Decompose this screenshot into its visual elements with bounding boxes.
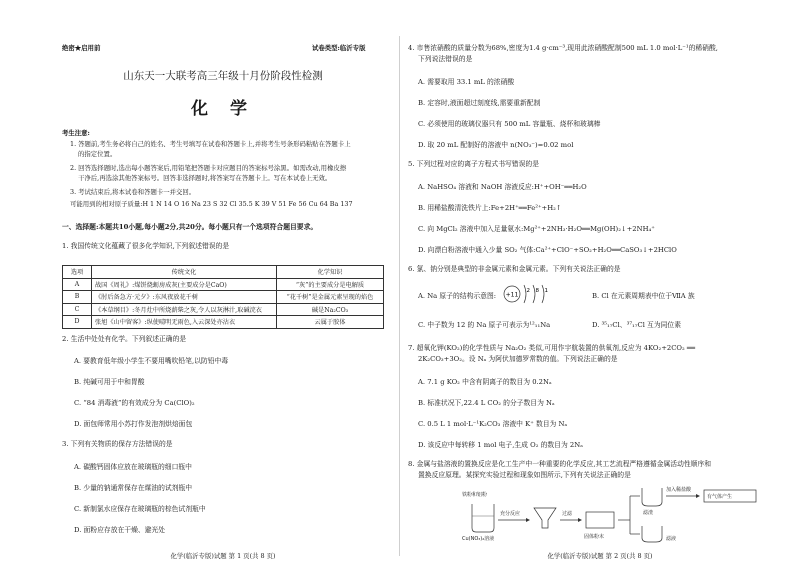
notice-line: 2. 回答选择题时,选出每小题答案后,用铅笔把答题卡对应题目的答案标号涂黑。如需改动,用橡皮擦	[70, 164, 347, 172]
atomic-mass-line: 可能用到的相对原子质量:H 1 N 14 O 16 Na 23 S 32 Cl 35.5 K 39 V 51 Fe 56 Cu 64 Ba 137	[70, 200, 353, 208]
table-cell: 战国《周礼》:煤饼烧蛎房成灰(主要成分是CaO)	[92, 278, 277, 291]
notice-line: 的指定位置。	[78, 150, 117, 158]
exam-title: 山东天一大联考高三年级十月份阶段性检测	[123, 70, 323, 82]
notice-heading: 考生注意:	[62, 129, 90, 137]
question-2-option: D. 面包师常用小苏打作发泡剂烘焙面包	[74, 420, 193, 428]
table-cell: B	[63, 291, 92, 304]
question-5: 5. 下列过程对应的离子方程式书写错误的是	[408, 160, 539, 168]
notice-line: 干净后,再选涂其他答案标号。回答非选择题时,将答案写在答题卡上。写在本试卷上无效。	[78, 174, 332, 182]
residue-label: 滤渣	[643, 510, 654, 516]
question-8-cont: 置换反应原理。某探究实验过程和现象如图所示,下列有关说法正确的是	[418, 471, 631, 479]
step2-label: 过滤	[562, 511, 573, 517]
table-row	[63, 316, 384, 329]
question-6-option: A. Na 原子的结构示意图:	[418, 292, 497, 300]
section-heading: 一、选择题:本题共10小题,每小题2分,共20分。每小题只有一个选项符合题目要求。	[62, 223, 318, 231]
question-3-option: B. 少量的钠通常保存在煤油的试剂瓶中	[74, 484, 193, 492]
question-5-option: D. 向漂白粉溶液中通入少量 SO₂ 气体:Ca²⁺+ClO⁻+SO₂+H₂O══CaSO₃↓+2HClO	[418, 246, 677, 254]
table-cell: A	[63, 278, 92, 291]
table-cell: C	[63, 303, 92, 316]
table-cell: D	[63, 316, 92, 329]
question-2: 2. 生活中处处有化学。下列叙述正确的是	[62, 335, 187, 343]
question-2-option: C. “84 消毒液”的有效成分为 Ca(ClO)₂	[74, 399, 195, 407]
table-header-row	[63, 266, 384, 279]
table-row	[63, 278, 384, 291]
acid-label: 加入稀盐酸	[666, 487, 692, 493]
question-7-cont: 2K₂CO₃+3O₂。设 Nₐ 为阿伏加德罗常数的值。下列说法正确的是	[418, 355, 618, 363]
table-cell: “花千树”是金属元素呈现的焰色	[277, 291, 384, 304]
question-7-option: B. 标准状况下,22.4 L CO₂ 的分子数目为 Nₐ	[418, 399, 555, 407]
question-4-option: A. 需要取用 33.1 mL 的浓硝酸	[418, 78, 515, 86]
table-header: 选项	[63, 266, 92, 279]
question-8: 8. 金属与盐溶液的置换反应是化工生产中一种重要的化学反应,其工艺流程严格遵循金属活动性顺序和	[408, 460, 712, 468]
question-7-option: D. 该反应中每转移 1 mol 电子,生成 O₂ 的数目为 2Nₐ	[418, 441, 583, 449]
table-cell: 碱是Na₂CO₃	[277, 303, 384, 316]
question-1: 1. 我国传统文化蕴藏了很多化学知识,下列叙述错误的是	[62, 242, 230, 250]
nucleus-label: +11	[505, 291, 519, 299]
page-footer: 化学(临沂专版)试题 第 1 页(共 8 页)	[170, 552, 276, 560]
shell-electrons: 2	[526, 288, 530, 294]
question-6-option: C. 中子数为 12 的 Na 原子可表示为¹²₁₁Na	[418, 321, 551, 329]
question-2-option: A. 要教育低年级小学生不要用嘴吹铅笔,以防铅中毒	[74, 357, 229, 365]
table-cell: “灰”的主要成分是电解质	[277, 278, 384, 291]
filtrate-label: 滤液	[666, 536, 677, 542]
question-4-option: C. 必须使用的玻璃仪器只有 500 mL 容量瓶、烧杯和玻璃棒	[418, 120, 601, 128]
table-cell: 《肘后备急方·元夕》:东风夜放花千树	[92, 291, 277, 304]
question-4-cont: 下列说法错误的是	[418, 55, 473, 63]
gas-label: 有气体产生	[707, 494, 733, 500]
notice-line: 1. 答题前,考生务必将自己的姓名、考生号填写在试卷和答题卡上,并将考生号条形码粘贴在答题卡上	[70, 140, 351, 148]
question-7-option: C. 0.5 L 1 mol·L⁻¹K₂CO₃ 溶液中 K⁺ 数目为 Nₐ	[418, 420, 568, 428]
table-header: 化学知识	[277, 266, 384, 279]
paper-type-label: 试卷类型:临沂专版	[312, 44, 366, 52]
subject-title: 化 学	[191, 99, 255, 119]
table-cell: 《本草纲目》:冬月灶中所烧薪柴之灰,令人以灰淋汁,取碱浣衣	[92, 303, 277, 316]
question-3: 3. 下列有关物质的保存方法错误的是	[62, 440, 173, 448]
question-5-option: B. 用稀盐酸清洗铁片上:Fe+2H⁺══Fe²⁺+H₂↑	[418, 204, 562, 212]
question-5-option: C. 向 MgCl₂ 溶液中加入足量氨水:Mg²⁺+2NH₃·H₂O══Mg(OH)₂↓+2NH₄⁺	[418, 225, 655, 233]
question-2-option: B. 纯碱可用于中和胃酸	[74, 378, 145, 386]
question-3-option: D. 面粉应存放在干燥、避光处	[74, 526, 166, 534]
question-3-option: C. 新制氯水应保存在玻璃瓶的棕色试剂瓶中	[74, 505, 206, 513]
table-cell: 张旭《山中留客》:纵使晴明无雨色,入云深处亦沾衣	[92, 316, 277, 329]
question-4-option: B. 定容时,液面超过刻度线,需要重新配制	[418, 99, 541, 107]
solution-label: Cu(NO₃)₂溶液	[462, 536, 495, 542]
question-6: 6. 氯、钠分别是典型的非金属元素和金属元素。下列有关说法正确的是	[408, 265, 621, 273]
solid-label: 固体粉末	[584, 534, 605, 540]
secret-label: 绝密★启用前	[62, 44, 101, 52]
table-header: 传统文化	[92, 266, 277, 279]
question-7: 7. 超氧化钾(KO₂)的化学性质与 Na₂O₂ 类似,可用作宇航装置的供氧剂,反应为 4KO₂+2CO₂ ══	[408, 344, 696, 352]
experiment-flow-diagram	[460, 482, 760, 544]
question-5-option: A. NaHSO₄ 溶液和 NaOH 溶液反应:H⁺+OH⁻══H₂O	[418, 183, 587, 191]
sodium-atom-diagram	[500, 280, 560, 308]
question-6-option: D. ³⁵₁₇Cl、³⁷₁₇Cl 互为同位素	[592, 321, 682, 329]
question-3-option: A. 碳酸钙固体应放在玻璃瓶的细口瓶中	[74, 463, 192, 471]
question-7-option: A. 7.1 g KO₂ 中含有阴离子的数目为 0.2Nₐ	[418, 378, 552, 386]
table-row	[63, 303, 384, 316]
page-footer: 化学(临沂专版)试题 第 2 页(共 8 页)	[547, 552, 653, 560]
question-1-table	[62, 265, 384, 329]
shell-electrons: 1	[544, 288, 548, 294]
question-4: 4. 市售浓硝酸的质量分数为68%,密度为1.4 g·cm⁻³,现用此浓硝酸配制500 mL 1.0 mol·L⁻¹的稀硝酸,	[408, 44, 718, 52]
question-4-option: D. 取 20 mL 配制好的溶液中 n(NO₃⁻)=0.02 mol	[418, 141, 574, 149]
right-page	[400, 0, 800, 579]
step1-label: 充分反应	[500, 511, 521, 517]
table-cell: 云属于胶体	[277, 316, 384, 329]
notice-line: 3. 考试结束后,将本试卷和答题卡一并交回。	[70, 188, 196, 196]
question-6-option: B. Cl 在元素周期表中位于ⅦA 族	[592, 292, 695, 300]
table-row	[63, 291, 384, 304]
reactant-label: 铁粉和铝粉	[462, 492, 488, 498]
shell-electrons: 8	[535, 288, 539, 294]
